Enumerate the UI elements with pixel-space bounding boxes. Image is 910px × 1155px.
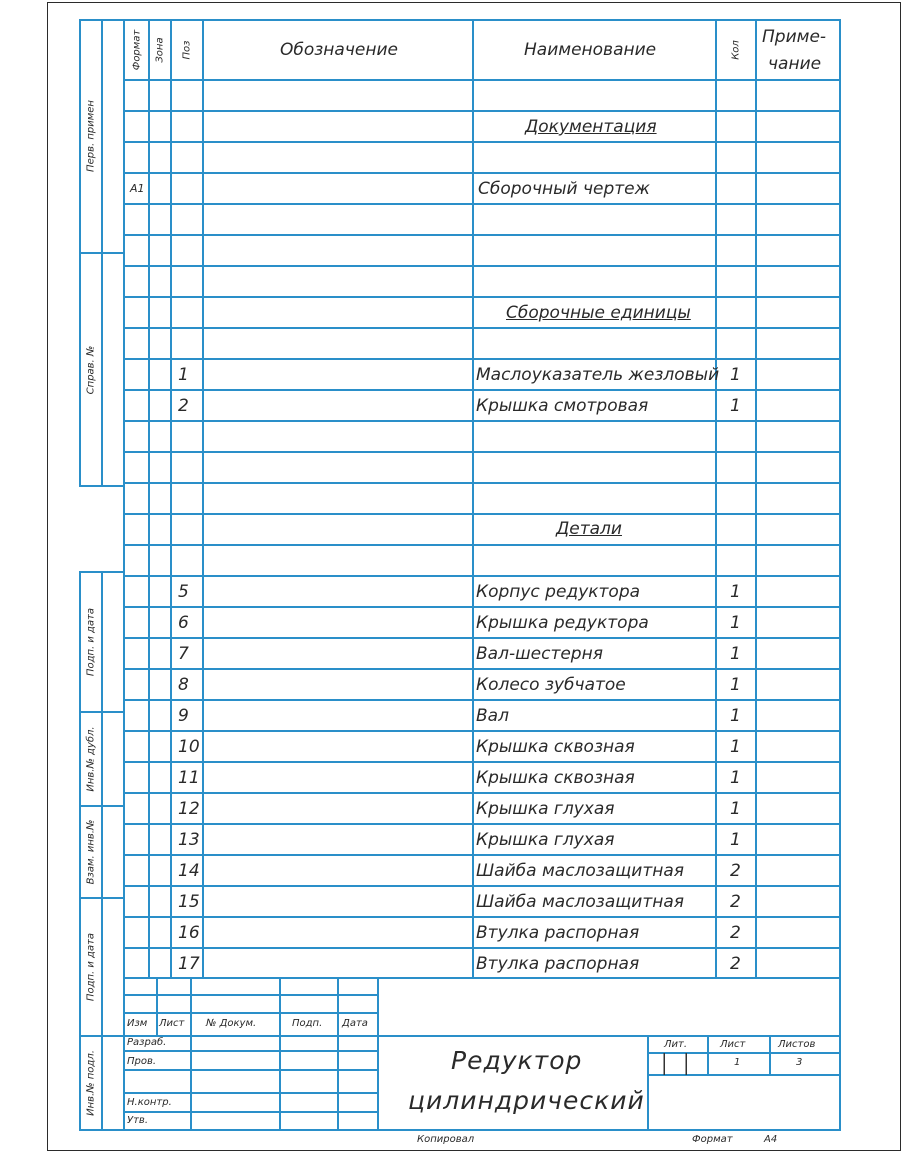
section-assemblies: Сборочные единицы (506, 303, 691, 323)
row-pos: 11 (178, 768, 200, 788)
row-name: Маслоуказатель жезловый (476, 365, 720, 385)
side-label-first-use: Перв. примен (85, 100, 97, 172)
tb-n-control: Н.контр. (127, 1097, 172, 1108)
row-pos: 16 (178, 923, 200, 943)
tb-date: Дата (342, 1018, 368, 1029)
row-qty: 1 (730, 737, 741, 757)
row-qty: 1 (730, 644, 741, 664)
header-note-line2: чание (768, 54, 822, 74)
row-name: Вал (476, 706, 509, 726)
tb-approved: Утв. (127, 1115, 148, 1126)
row-name: Колесо зубчатое (476, 675, 626, 695)
row-pos: 9 (178, 706, 189, 726)
row-qty: 1 (730, 675, 741, 695)
row-qty: 1 (730, 768, 741, 788)
row-qty: 2 (730, 892, 741, 912)
row-qty: 1 (730, 830, 741, 850)
row-qty: 1 (730, 799, 741, 819)
row-pos: 1 (178, 365, 189, 385)
tb-sheet-value: 1 (734, 1057, 741, 1068)
side-label-original-inv-no: Инв.№ подл. (85, 1050, 97, 1116)
side-label-sign-date-1: Подп. и дата (85, 607, 97, 677)
row-name: Втулка распорная (476, 954, 640, 974)
doc-row-name: Сборочный чертеж (478, 179, 650, 199)
row-pos: 7 (178, 644, 189, 664)
row-pos: 12 (178, 799, 200, 819)
row-qty: 1 (730, 396, 741, 416)
tb-izm: Изм (127, 1018, 148, 1029)
tb-lit-label: Лит. (664, 1039, 688, 1050)
tb-developed: Разраб. (127, 1037, 167, 1048)
tb-title-line2: цилиндрический (408, 1086, 645, 1115)
row-name: Вал-шестерня (476, 644, 603, 664)
section-documentation: Документация (525, 117, 657, 137)
header-qty: Кол (730, 40, 742, 60)
row-pos: 17 (178, 954, 200, 974)
row-qty: 2 (730, 923, 741, 943)
row-qty: 2 (730, 861, 741, 881)
row-qty: 1 (730, 706, 741, 726)
row-pos: 15 (178, 892, 200, 912)
row-name: Крышка смотровая (476, 396, 649, 416)
footer-format-label: Формат (692, 1134, 733, 1145)
row-name: Корпус редуктора (476, 582, 641, 602)
row-name: Шайба маслозащитная (476, 892, 684, 912)
tb-sheets-label: Листов (778, 1039, 816, 1050)
row-qty: 1 (730, 365, 741, 385)
row-qty: 2 (730, 954, 741, 974)
tb-doc-no: № Докум. (206, 1018, 257, 1029)
tb-list: Лист (159, 1018, 185, 1029)
row-name: Крышка глухая (476, 830, 615, 850)
header-zone: Зона (154, 37, 166, 63)
header-note-line1: Приме- (762, 27, 827, 47)
header-pos: Поз (181, 40, 193, 60)
row-name: Крышка сквозная (476, 737, 635, 757)
row-pos: 5 (178, 582, 189, 602)
row-pos: 14 (178, 861, 200, 881)
tb-title-line1: Редуктор (451, 1046, 583, 1075)
side-label-replace-inv-no: Взам. инв.№ (85, 819, 97, 885)
tb-sign: Подп. (292, 1018, 323, 1029)
row-pos: 13 (178, 830, 200, 850)
doc-row-format: А1 (130, 182, 145, 195)
row-name: Шайба маслозащитная (476, 861, 684, 881)
header-designation: Обозначение (280, 40, 398, 60)
row-name: Крышка сквозная (476, 768, 635, 788)
row-pos: 10 (178, 737, 200, 757)
row-pos: 8 (178, 675, 189, 695)
row-name: Втулка распорная (476, 923, 640, 943)
tb-checked: Пров. (127, 1056, 157, 1067)
row-qty: 1 (730, 613, 741, 633)
header-format: Формат (131, 29, 143, 71)
footer-copied: Копировал (417, 1134, 475, 1145)
side-label-sign-date-2: Подп. и дата (85, 932, 97, 1002)
header-name: Наименование (524, 40, 657, 60)
footer-format-value: А4 (764, 1134, 778, 1145)
row-name: Крышка глухая (476, 799, 615, 819)
tb-sheet-label: Лист (720, 1039, 746, 1050)
row-pos: 2 (178, 396, 189, 416)
row-qty: 1 (730, 582, 741, 602)
tb-sheets-value: 3 (796, 1057, 803, 1068)
section-parts: Детали (556, 519, 622, 539)
side-label-reference-no: Справ. № (85, 345, 97, 395)
row-name: Крышка редуктора (476, 613, 649, 633)
row-pos: 6 (178, 613, 189, 633)
side-label-dup-inv-no: Инв.№ дубл. (85, 726, 97, 792)
